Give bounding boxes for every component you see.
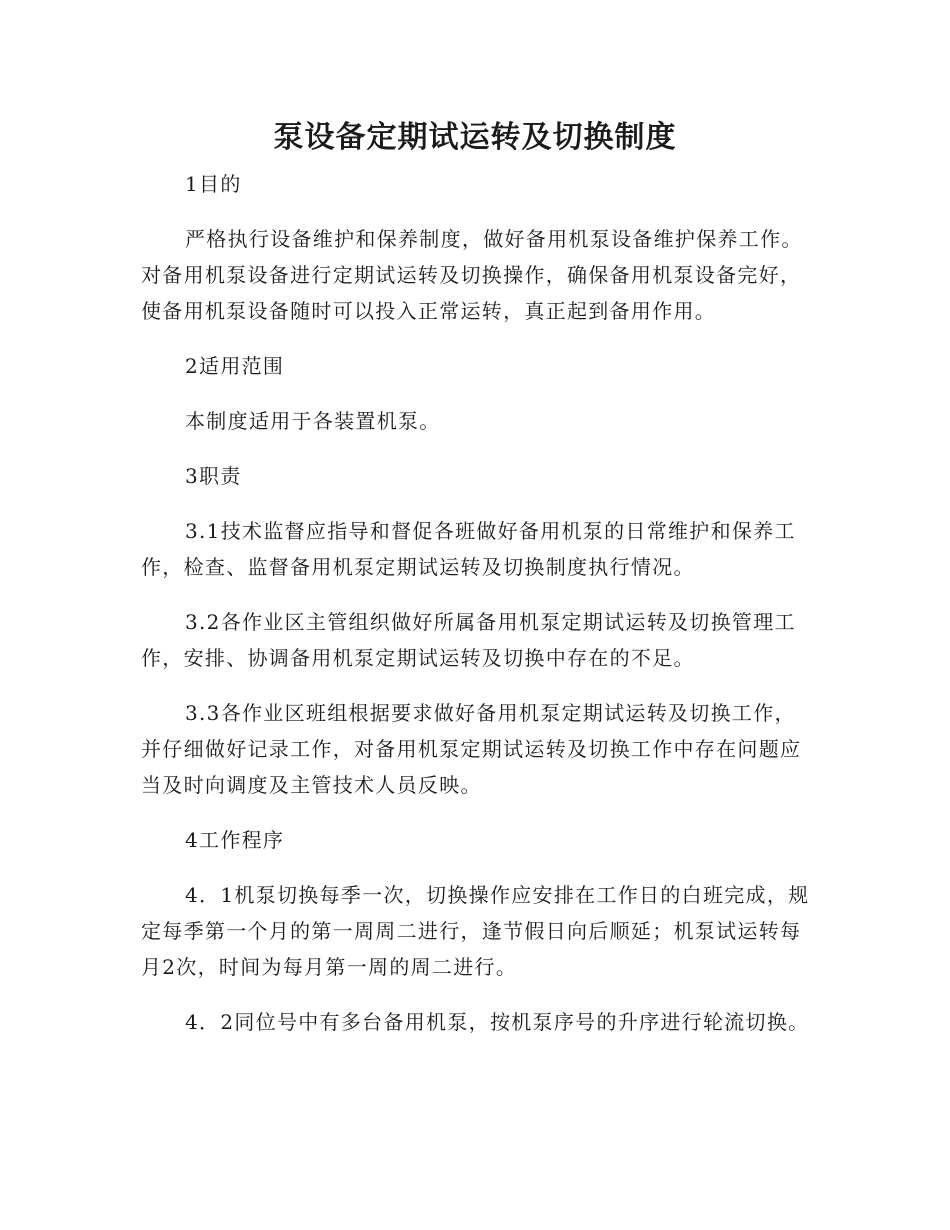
document-body [141, 166, 813, 1059]
paragraph-4-2: 4．2同位号中有多台备用机泵，按机泵序号的升序进行轮流切换。 [185, 1010, 810, 1034]
section-heading-scope: 2适用范围 [185, 354, 285, 378]
paragraph-3-1: 3.1技术监督应指导和督促各班做好备用机泵的日常维护和保养工作，检查、监督备用机泵定期试运转及切换制度执行情况。 [141, 519, 796, 579]
paragraph-3-3: 3.3各作业区班组根据要求做好备用机泵定期试运转及切换工作，并仔细做好记录工作，对备用机泵定期试运转及切换工作中存在问题应当及时向调度及主管技术人员反映。 [141, 701, 802, 797]
document-title: 泵设备定期试运转及切换制度 [273, 120, 677, 155]
paragraph-scope: 本制度适用于各装置机泵。 [185, 409, 441, 433]
section-heading-procedure: 4工作程序 [185, 828, 285, 852]
paragraph-3-2: 3.2各作业区主管组织做好所属备用机泵定期试运转及切换管理工作，安排、协调备用机泵定期试运转及切换中存在的不足。 [141, 610, 796, 670]
paragraph-4-1: 4．1机泵切换每季一次，切换操作应安排在工作日的白班完成，规定每季第一个月的第一周周二进行，逢节假日向后顺延；机泵试运转每月2次，时间为每月第一周的周二进行。 [141, 883, 810, 979]
section-heading-purpose: 1目的 [185, 172, 242, 196]
section-heading-responsibilities: 3职责 [185, 464, 242, 488]
paragraph-purpose: 严格执行设备维护和保养制度，做好备用机泵设备维护保养工作。对备用机泵设备进行定期试运转及切换操作，确保备用机泵设备完好，使备用机泵设备随时可以投入正常运转，真正起到备用作用。 [141, 227, 803, 323]
